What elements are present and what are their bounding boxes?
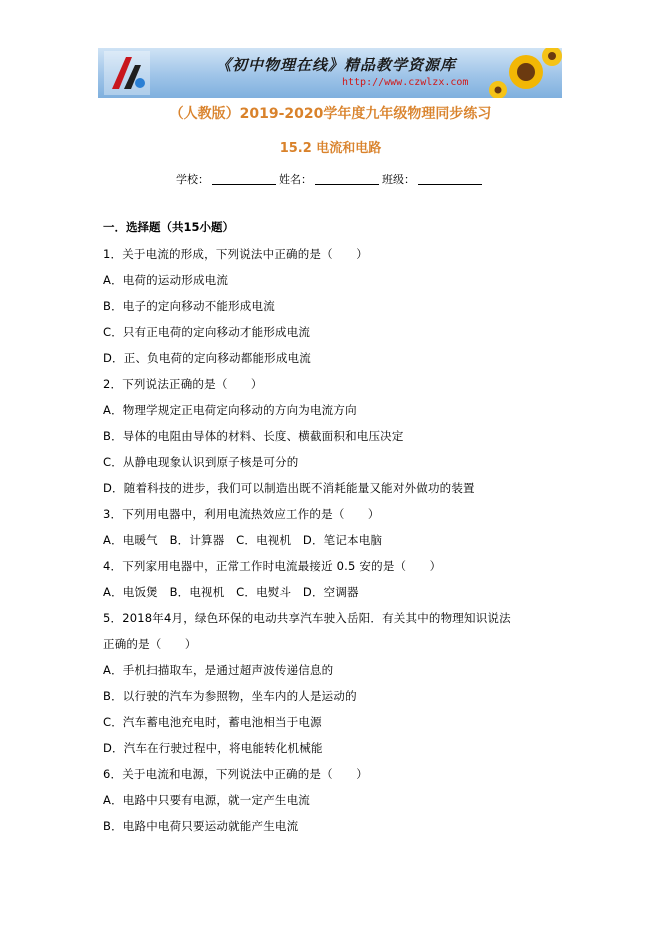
student-info bbox=[0, 171, 661, 187]
class-blank bbox=[418, 184, 482, 185]
answer-option: A．手机扫描取车，是通过超声波传递信息的 bbox=[103, 663, 334, 677]
answer-option: D．随着科技的进步，我们可以制造出既不消耗能量又能对外做功的装置 bbox=[103, 481, 475, 495]
answer-option: D．正、负电荷的定向移动都能形成电流 bbox=[103, 351, 311, 365]
answer-option: A．物理学规定正电荷定向移动的方向为电流方向 bbox=[103, 403, 357, 417]
answer-option: B．以行驶的汽车为参照物，坐车内的人是运动的 bbox=[103, 689, 357, 703]
question-stem: 2．下列说法正确的是（ ） bbox=[103, 377, 263, 391]
question-stem: 6．关于电流和电源，下列说法中正确的是（ ） bbox=[103, 767, 368, 781]
lesson-title: 15.2 电流和电路 bbox=[279, 141, 382, 156]
page-title: （人教版）2019-2020学年度九年级物理同步练习 bbox=[169, 106, 492, 122]
answer-option: C．只有正电荷的定向移动才能形成电流 bbox=[103, 325, 311, 339]
section-heading: 一．选择题（共15小题） bbox=[103, 220, 235, 234]
class-label: 班级： bbox=[382, 173, 415, 186]
name-label: 姓名： bbox=[279, 173, 312, 186]
answer-option: D．汽车在行驶过程中，将电能转化机械能 bbox=[103, 741, 323, 755]
header-banner bbox=[98, 48, 562, 98]
answer-option: C．从静电现象认识到原子核是可分的 bbox=[103, 455, 299, 469]
question-stem-continued: 正确的是（ ） bbox=[103, 637, 197, 651]
question-stem: 5．2018年4月，绿色环保的电动共享汽车驶入岳阳．有关其中的物理知识说法 bbox=[103, 611, 511, 625]
answer-option: A．电荷的运动形成电流 bbox=[103, 273, 229, 287]
banner-title: 《初中物理在线》精品教学资源库 bbox=[216, 56, 457, 74]
answer-options-inline: A．电饭煲 B．电视机 C．电熨斗 D．空调器 bbox=[103, 585, 359, 599]
answer-option: B．电路中电荷只要运动就能产生电流 bbox=[103, 819, 299, 833]
answer-options-inline: A．电暖气 B．计算器 C．电视机 D．笔记本电脑 bbox=[103, 533, 383, 547]
school-label: 学校： bbox=[176, 173, 209, 186]
name-blank bbox=[315, 184, 379, 185]
question-stem: 1．关于电流的形成，下列说法中正确的是（ ） bbox=[103, 247, 368, 261]
question-stem: 3．下列用电器中，利用电流热效应工作的是（ ） bbox=[103, 507, 380, 521]
answer-option: A．电路中只要有电源，就一定产生电流 bbox=[103, 793, 310, 807]
answer-option: B．电子的定向移动不能形成电流 bbox=[103, 299, 275, 313]
school-blank bbox=[212, 184, 276, 185]
answer-option: C．汽车蓄电池充电时，蓄电池相当于电源 bbox=[103, 715, 322, 729]
sunflower-icon bbox=[482, 48, 562, 98]
question-stem: 4．下列家用电器中，正常工作时电流最接近 0.5 安的是（ ） bbox=[103, 559, 442, 573]
answer-option: B．导体的电阻由导体的材料、长度、横截面积和电压决定 bbox=[103, 429, 404, 443]
logo-icon bbox=[104, 51, 150, 95]
banner-url: http://www.czwlzx.com bbox=[342, 77, 469, 88]
